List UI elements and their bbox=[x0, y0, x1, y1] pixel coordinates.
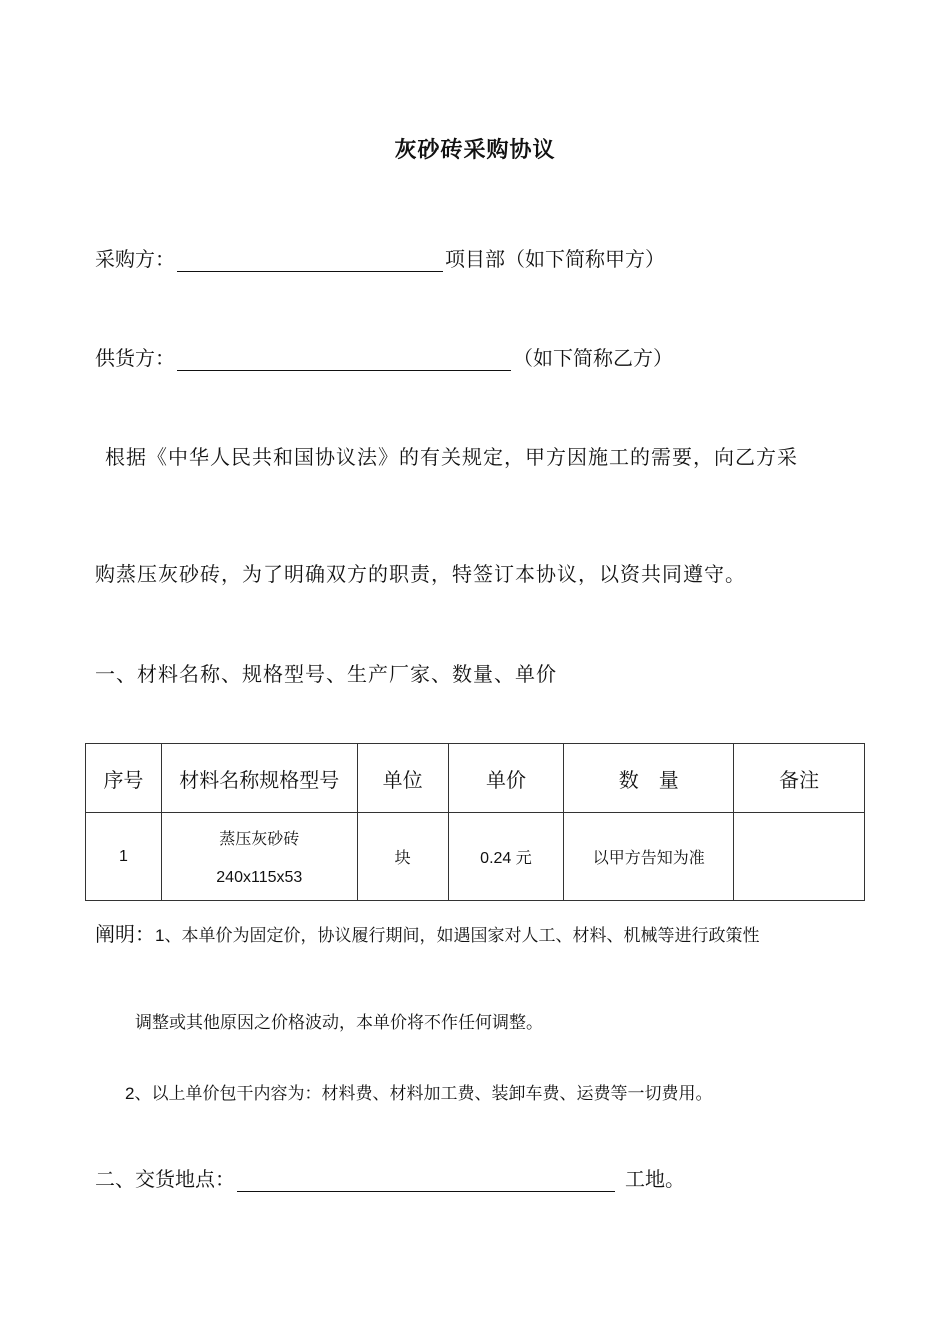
delivery-suffix: 工地。 bbox=[625, 1167, 685, 1191]
note-2-number: 2 bbox=[125, 1084, 135, 1103]
supplier-line bbox=[95, 342, 673, 371]
supplier-blank-field[interactable] bbox=[177, 348, 511, 371]
buyer-blank-field[interactable] bbox=[177, 249, 443, 272]
header-price: 单价 bbox=[448, 744, 564, 813]
note-label: 阐明： bbox=[95, 922, 155, 946]
header-remark: 备注 bbox=[734, 744, 865, 813]
material-spec: 240x115x53 bbox=[216, 869, 303, 886]
delivery-blank-field[interactable] bbox=[237, 1169, 615, 1192]
note-1-number: 1 bbox=[155, 926, 165, 945]
cell-no: 1 bbox=[86, 813, 162, 901]
delivery-line bbox=[95, 1163, 685, 1192]
buyer-suffix: 项目部（如下简称甲方） bbox=[445, 247, 665, 271]
table-row bbox=[86, 813, 865, 901]
note-2 bbox=[125, 1079, 712, 1104]
document-title: 灰砂砖采购协议 bbox=[394, 137, 556, 163]
cell-qty: 以甲方告知为准 bbox=[564, 813, 734, 901]
buyer-label: 采购方： bbox=[95, 247, 175, 271]
cell-unit: 块 bbox=[357, 813, 448, 901]
cell-price: 0.24 元 bbox=[448, 813, 564, 901]
note-2-text: 、以上单价包干内容为：材料费、材料加工费、装卸车费、运费等一切费用。 bbox=[134, 1084, 713, 1104]
note-1-continued: 调整或其他原因之价格波动，本单价将不作任何调整。 bbox=[135, 1013, 543, 1033]
delivery-label: 二、交货地点： bbox=[95, 1167, 235, 1191]
supplier-label: 供货方： bbox=[95, 346, 175, 370]
table-header-row bbox=[86, 744, 865, 813]
section1-heading: 一、材料名称、规格型号、生产厂家、数量、单价 bbox=[95, 662, 557, 686]
material-name: 蒸压灰砂砖 bbox=[219, 829, 300, 848]
cell-remark bbox=[734, 813, 865, 901]
note-1 bbox=[95, 918, 759, 947]
intro-line-2: 购蒸压灰砂砖，为了明确双方的职责，特签订本协议，以资共同遵守。 bbox=[95, 562, 746, 586]
header-qty: 数 量 bbox=[564, 744, 734, 813]
supplier-suffix: （如下简称乙方） bbox=[513, 346, 673, 370]
intro-line-1: 根据《中华人民共和国协议法》的有关规定，甲方因施工的需要，向乙方采 bbox=[105, 445, 798, 469]
header-no: 序号 bbox=[86, 744, 162, 813]
buyer-line bbox=[95, 243, 665, 272]
cell-material bbox=[161, 813, 357, 901]
header-material: 材料名称规格型号 bbox=[161, 744, 357, 813]
note-1-text: 、本单价为固定价，协议履行期间，如遇国家对人工、材料、机械等进行政策性 bbox=[164, 926, 760, 946]
materials-table bbox=[85, 743, 865, 901]
header-unit: 单位 bbox=[357, 744, 448, 813]
